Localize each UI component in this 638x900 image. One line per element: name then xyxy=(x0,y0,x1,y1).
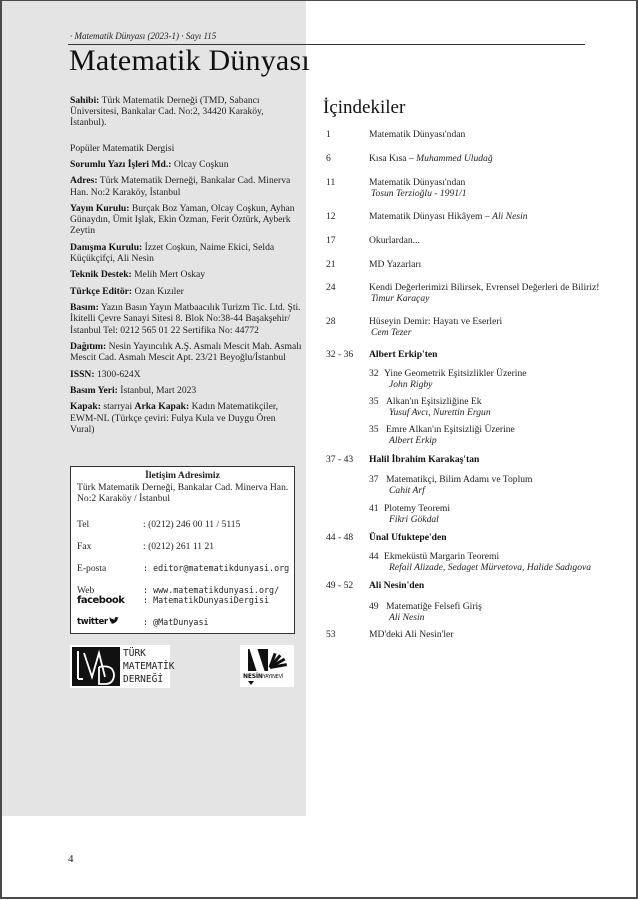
toc-page-number: 37 xyxy=(369,474,379,485)
toc-entry-author-inline: Muhammed Uludağ xyxy=(416,153,493,164)
toc-entry-title: Hüseyin Demir: Hayatı ve Eserleri xyxy=(369,316,503,327)
toc-page-number: 37 - 43 xyxy=(326,454,354,465)
toc-page-number: 32 - 36 xyxy=(326,349,354,360)
toc-entry-title: Emre Alkan'ın Eşitsizliği Üzerine xyxy=(386,424,515,435)
twitter-link[interactable]: : @MatDunyasi xyxy=(143,617,209,627)
tagline: Popüler Matematik Dergisi xyxy=(70,142,175,154)
print-line: Basım: Yazın Basın Yayın Matbaacılık Turizm Tic. Ltd. Şti. İkitelli Çevre Sanayi Sitesi 8. Blok No:38-44 Başakşehir/İstanbul Tel: 0212 565 01 22 Sertifika No: 44772 xyxy=(70,302,301,336)
tech-line: Teknik Destek: Melih Mert Oskay xyxy=(70,269,206,281)
running-head: · Matematik Dünyası (2023-1) · Sayı 115 xyxy=(70,31,217,41)
facebook-icon: facebook xyxy=(77,595,125,606)
nesin-n-icon xyxy=(248,649,268,671)
toc-page-number: 24 xyxy=(326,282,336,293)
email-link[interactable]: : editor@matematikdunyasi.org xyxy=(143,563,290,573)
toc-page-number: 49 - 52 xyxy=(326,580,354,591)
toc-page-number: 32 xyxy=(369,368,379,379)
toc-page-number: 35 xyxy=(369,396,379,407)
print-place-line: Basım Yeri: İstanbul, Mart 2023 xyxy=(70,384,197,396)
toc-entry-author: Fikri Gökdal xyxy=(389,514,439,525)
tmd-logo-text: TÜRK MATEMATİK DERNEĞİ xyxy=(123,648,175,685)
tr-editor-line: Türkçe Editör: Ozan Kızıler xyxy=(70,285,184,297)
toc-entry-title: Kısa Kısa – Muhammed Uludağ xyxy=(369,153,493,164)
toc-page-number: 11 xyxy=(326,177,336,188)
advisory-line: Danışma Kurulu: İzzet Coşkun, Naime Ekici, Selda Küçükçifçi, Ali Nesin xyxy=(70,241,275,264)
toc-page-number: 49 xyxy=(369,601,379,612)
toc-page-number: 21 xyxy=(326,259,336,270)
toc-entry-author: Yusuf Avcı, Nurettin Ergun xyxy=(389,407,491,418)
toc-page-number: 41 xyxy=(369,503,379,514)
toc-entry-author: Refail Alizade, Sedaget Mürvetova, Halide Sadıgova xyxy=(389,562,592,573)
toc-entry-author: Timur Karaçay xyxy=(371,293,430,304)
facebook-link[interactable]: : MatematikDunyasiDergisi xyxy=(143,595,270,605)
contact-address: Türk Matematik Derneği, Bankalar Cad. Minerva Han. No:2 Karaköy / İstanbul xyxy=(77,482,289,504)
toc-entry-author: Tosun Terzioğlu - 1991/1 xyxy=(371,188,467,199)
toc-entry-title: Matematik Dünyası'ndan xyxy=(369,129,466,140)
toc-page-number: 44 xyxy=(369,551,379,562)
nesin-triangle-icon xyxy=(248,681,254,685)
toc-entry-title: Matematik Dünyası'ndan xyxy=(369,177,466,188)
nesin-sunrays-icon xyxy=(270,649,288,671)
toc-entry-title: Ekmeküstü Margarin Teoremi xyxy=(384,551,500,562)
toc-entry-title: Matematikçi, Bilim Adamı ve Toplum xyxy=(386,474,533,485)
web-link[interactable]: : www.matematikdunyasi.org/ xyxy=(143,585,280,595)
address-line: Adres: Türk Matematik Derneği, Bankalar Cad. Minerva Han. No:2 Karaköy, İstanbul xyxy=(70,175,291,198)
toc-entry-title: Halil İbrahim Karakaş'tan xyxy=(369,454,480,465)
toc-entry-title: Yine Geometrik Eşitsizlikler Üzerine xyxy=(384,368,527,379)
toc-page-number: 6 xyxy=(326,153,331,164)
toc-page-number: 35 xyxy=(369,424,379,435)
toc-entry-title: MD'deki Ali Nesin'ler xyxy=(369,629,454,640)
toc-entry-title: Alkan'ın Eşitsizliğine Ek xyxy=(386,396,482,407)
cover-line: Kapak: starryai Arka Kapak: Kadın Matematikçiler, EWM-NL (Türkçe çeviri: Fulya Kula ve Duygu Ören Vural) xyxy=(70,401,279,435)
toc-page-number: 1 xyxy=(326,129,331,140)
tmd-logo xyxy=(70,645,175,688)
nesin-brand-text: NESİNYAYINEVİ xyxy=(243,673,284,680)
toc-entry-title: Ünal Ufuktepe'den xyxy=(369,532,447,543)
toc-page-number: 12 xyxy=(326,211,336,222)
board-line: Yayın Kurulu: Burçak Boz Yaman, Olcay Coşkun, Ayhan Günaydın, Ümit Işlak, Ekin Özman, Ferit Öztürk, Ayberk Zeytin xyxy=(70,202,295,237)
contact-title: İletişim Adresimiz xyxy=(145,470,220,481)
owner-line: Sahibi: Türk Matematik Derneği (TMD, Sabancı Üniversitesi, Bankalar Cad. No:2, 34420 Karaköy, İstanbul). xyxy=(70,95,264,129)
page-number: 4 xyxy=(68,853,74,865)
toc-entry-title: Okurlardan... xyxy=(369,235,420,246)
imprint xyxy=(70,95,302,440)
toc-page-number: 17 xyxy=(326,235,336,246)
toc-entry-title: Plotemy Teoremi xyxy=(384,503,451,514)
toc-entry-author: Cahit Arf xyxy=(389,485,425,496)
toc-entry-title: Kendi Değerlerimizi Bilirsek, Evrensel Değerleri de Biliriz! xyxy=(369,282,600,293)
toc-entry-author: Ali Nesin xyxy=(389,612,425,623)
toc-page-number: 53 xyxy=(326,629,336,640)
toc-entry-author: Albert Erkip xyxy=(389,435,437,446)
toc-entry-author: Cem Tezer xyxy=(371,327,412,338)
magazine-title: Matematik Dünyası xyxy=(69,44,310,77)
toc-entry-title: Matematik Dünyası Hikâyem – Ali Nesin xyxy=(369,211,528,222)
toc-page-number: 28 xyxy=(326,316,336,327)
contact-box: İletişim Adresimiz Türk Matematik Derneği, Bankalar Cad. Minerva Han. No:2 Karaköy / İstanbul Tel : (0212) 246 00 11 / 5115 Fax : (0212) 261 11 21 E-posta : editor@matematikdunyasi.org Web : www.matematikdunyasi.org/ facebook : MatematikDunyasiDergisi twitter : @MatDunyasi xyxy=(70,466,295,634)
issn-line: ISSN: 1300-624X xyxy=(70,368,141,380)
toc-title: İçindekiler xyxy=(323,97,406,118)
toc-entry-author: John Rigby xyxy=(389,379,433,390)
twitter-icon: twitter xyxy=(77,617,119,628)
nesin-yayinevi-logo xyxy=(240,645,294,687)
distribution-line: Dağıtım: Nesin Yayıncılık A.Ş. Asmalı Mescit Mah. Asmalı Mescit Cad. Asmalı Mescit Apt. 23/21 Beyoğlu/İstanbul xyxy=(70,340,302,364)
toc-page-number: 44 - 48 xyxy=(326,532,354,543)
toc-entry-title: Albert Erkip'ten xyxy=(369,349,438,360)
toc-entry-title: Matematiğe Felsefi Giriş xyxy=(386,601,482,612)
toc-entry-title: Ali Nesin'den xyxy=(369,580,425,591)
toc-entry-author-inline: Ali Nesin xyxy=(492,211,528,222)
toc-entry-title: MD Yazarları xyxy=(369,259,422,270)
tmd-logo-mark xyxy=(72,647,120,686)
editor-line: Sorumlu Yazı İşleri Md.: Olcay Coşkun xyxy=(70,159,229,170)
